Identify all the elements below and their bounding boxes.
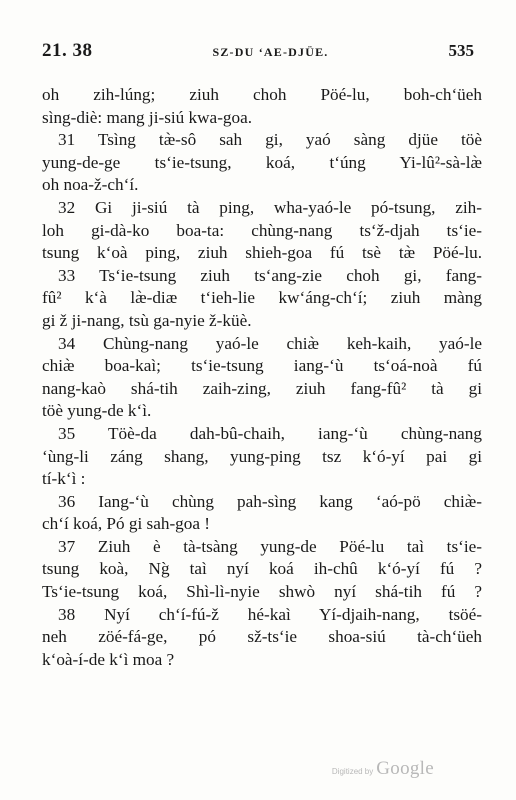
text-line: 34 Chùng-nang yaó-le chiæ̀ keh-kaih, yaó-le	[58, 333, 482, 353]
text-line: tí-k‘ì :	[42, 469, 86, 489]
text-line: k‘oà-í-de k‘ì moa ?	[42, 649, 175, 669]
text-line: 35 Töè-da dah-bû-chaih, iang-‘ù chùng-nang	[58, 423, 482, 443]
running-title: SZ-DU ‘AE-DJÜE.	[212, 45, 329, 59]
text-line: neh zöé-fá-ge, pó sž-ts‘ie shoa-siú tà-ch‘üeh	[42, 627, 482, 647]
page-header	[42, 40, 474, 68]
text-line: tsung k‘oà ping, ziuh shieh-goa fú tsè tæ̀ Pöé-lu.	[42, 243, 482, 263]
text-line: oh noa-ž-ch‘í.	[42, 175, 139, 195]
text-line: 38 Nyí ch‘í-fú-ž hé-kaì Yí-djaih-nang, tsöé-	[58, 604, 482, 624]
text-line: loh gi-dà-ko boa-ta: chùng-nang ts‘ž-djah ts‘ie-	[42, 220, 482, 240]
text-line: ‘ùng-li záng shang, yung-ping tsz k‘ó-yí pai gi	[42, 446, 482, 466]
text-line: tsung koà, Ng̀ taì nyí koá ih-chû k‘ó-yí fú ?	[42, 559, 482, 579]
digitized-watermark	[332, 758, 434, 780]
text-line: töè yung-de k‘ì.	[42, 401, 152, 421]
text-line: 33 Ts‘ie-tsung ziuh ts‘ang-zie choh gi, fang-	[58, 265, 482, 285]
text-line: sìng-diè: mang ji-siú kwa-goa.	[42, 107, 253, 127]
text-line: yung-de-ge ts‘ie-tsung, koá, t‘úng Yi-lû²-sà-læ̀	[42, 152, 482, 172]
text-line: chiæ̀ boa-kaì; ts‘ie-tsung iang-‘ù ts‘oá-noà fú	[42, 356, 482, 376]
text-line: 36 Iang-‘ù chùng pah-sìng kang ‘aó-pö chiæ̀-	[58, 491, 482, 511]
google-logo: Google	[376, 758, 434, 779]
text-line: 37 Ziuh è tà-tsàng yung-de Pöé-lu taì ts‘ie-	[58, 536, 482, 556]
text-line: 32 Gi ji-siú tà ping, wha-yaó-le pó-tsung, zih-	[58, 197, 482, 217]
text-line: fû² k‘à læ̀-diæ t‘ieh-lie kw‘áng-ch‘í; ziuh màng	[42, 288, 482, 308]
text-line: Ts‘ie-tsung koá, Shì-lì-nyie shwò nyí shá-tih fú ?	[42, 582, 482, 602]
text-line: gi ž ji-nang, tsù ga-nyie ž-küè.	[42, 310, 252, 330]
page-number: 535	[448, 41, 474, 60]
watermark-prefix: Digitized by	[331, 767, 374, 776]
text-line: oh zih-lúng; ziuh choh Pöé-lu, boh-ch‘üeh	[42, 85, 482, 104]
text-line: ch‘í koá, Pó gi sah-goa !	[42, 514, 211, 534]
body-text	[42, 84, 482, 671]
chapter-verse-reference: 21. 38	[42, 40, 93, 61]
text-line: nang-kaò shá-tih zaih-zing, ziuh fang-fû² tà gi	[42, 378, 482, 398]
text-line: 31 Tsìng tæ̀-sô sah gi, yaó sàng djüe töè	[58, 130, 482, 150]
